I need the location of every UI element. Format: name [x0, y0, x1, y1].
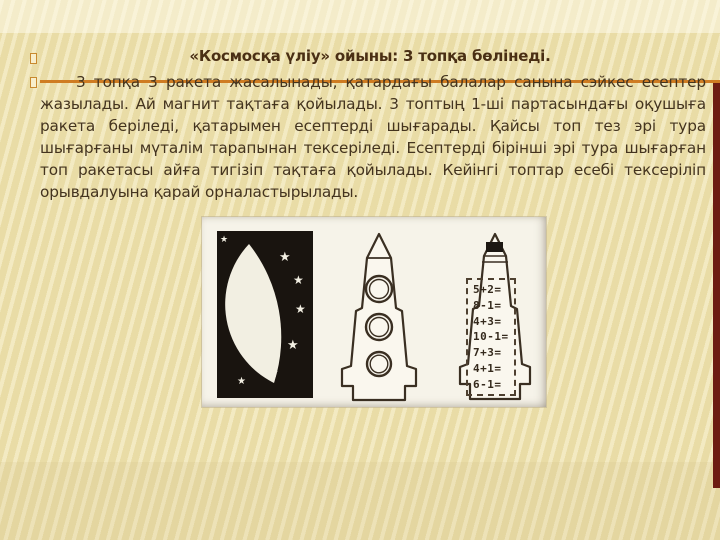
- equation-line: 5+2=: [473, 283, 502, 296]
- right-accent-bar: [713, 82, 720, 488]
- top-light-band: [0, 0, 720, 33]
- moon-panel: [217, 231, 313, 398]
- equation-line: 10-1=: [473, 330, 509, 344]
- slide-title: «Космосқа үліу» ойыны: 3 топқа бөлінеді.: [189, 47, 551, 65]
- equation-line: 7+3=: [473, 346, 502, 360]
- equation-line: 4+1=: [473, 361, 502, 375]
- body-paragraph: 3 топқа 3 ракета жасалынады, қатардағы балалар санына сэйкес есептер жазылады. Ай магнит тақтаға қойылады. 3 топтың 1-ші партасындағы оқушыға ракета беріледі, қатарымен есептерді шығарады. Қайсы топ тез эрі тура шығарғаны мүталім тарапынан тексеріледі. Есептерді бірінші эрі тура шығарған топ ракетасы айға тигізіп тақтаға қойылады. Кейінгі топтар есебі тексеріліп орывдалуына қарай орналастырылады.: [40, 73, 706, 201]
- equation-line: 6-1=: [473, 377, 502, 391]
- star-icon: ★: [237, 376, 246, 387]
- star-icon: ★: [279, 250, 291, 265]
- star-icon: ★: [220, 235, 229, 245]
- equations-box: [466, 278, 516, 396]
- rocket-portholes-icon: [334, 231, 424, 408]
- star-icon: ★: [293, 273, 304, 287]
- star-icon: ★: [267, 366, 279, 381]
- scanned-illustration: [202, 217, 546, 407]
- star-icon: ★: [295, 302, 306, 316]
- equation-line: 4+3=: [473, 314, 502, 328]
- square-bullet-icon: [30, 53, 37, 64]
- equation-line: 8-1=: [473, 298, 502, 312]
- bottom-shade-band: [0, 462, 720, 540]
- star-icon: ★: [287, 338, 299, 353]
- square-bullet-icon: [30, 77, 37, 88]
